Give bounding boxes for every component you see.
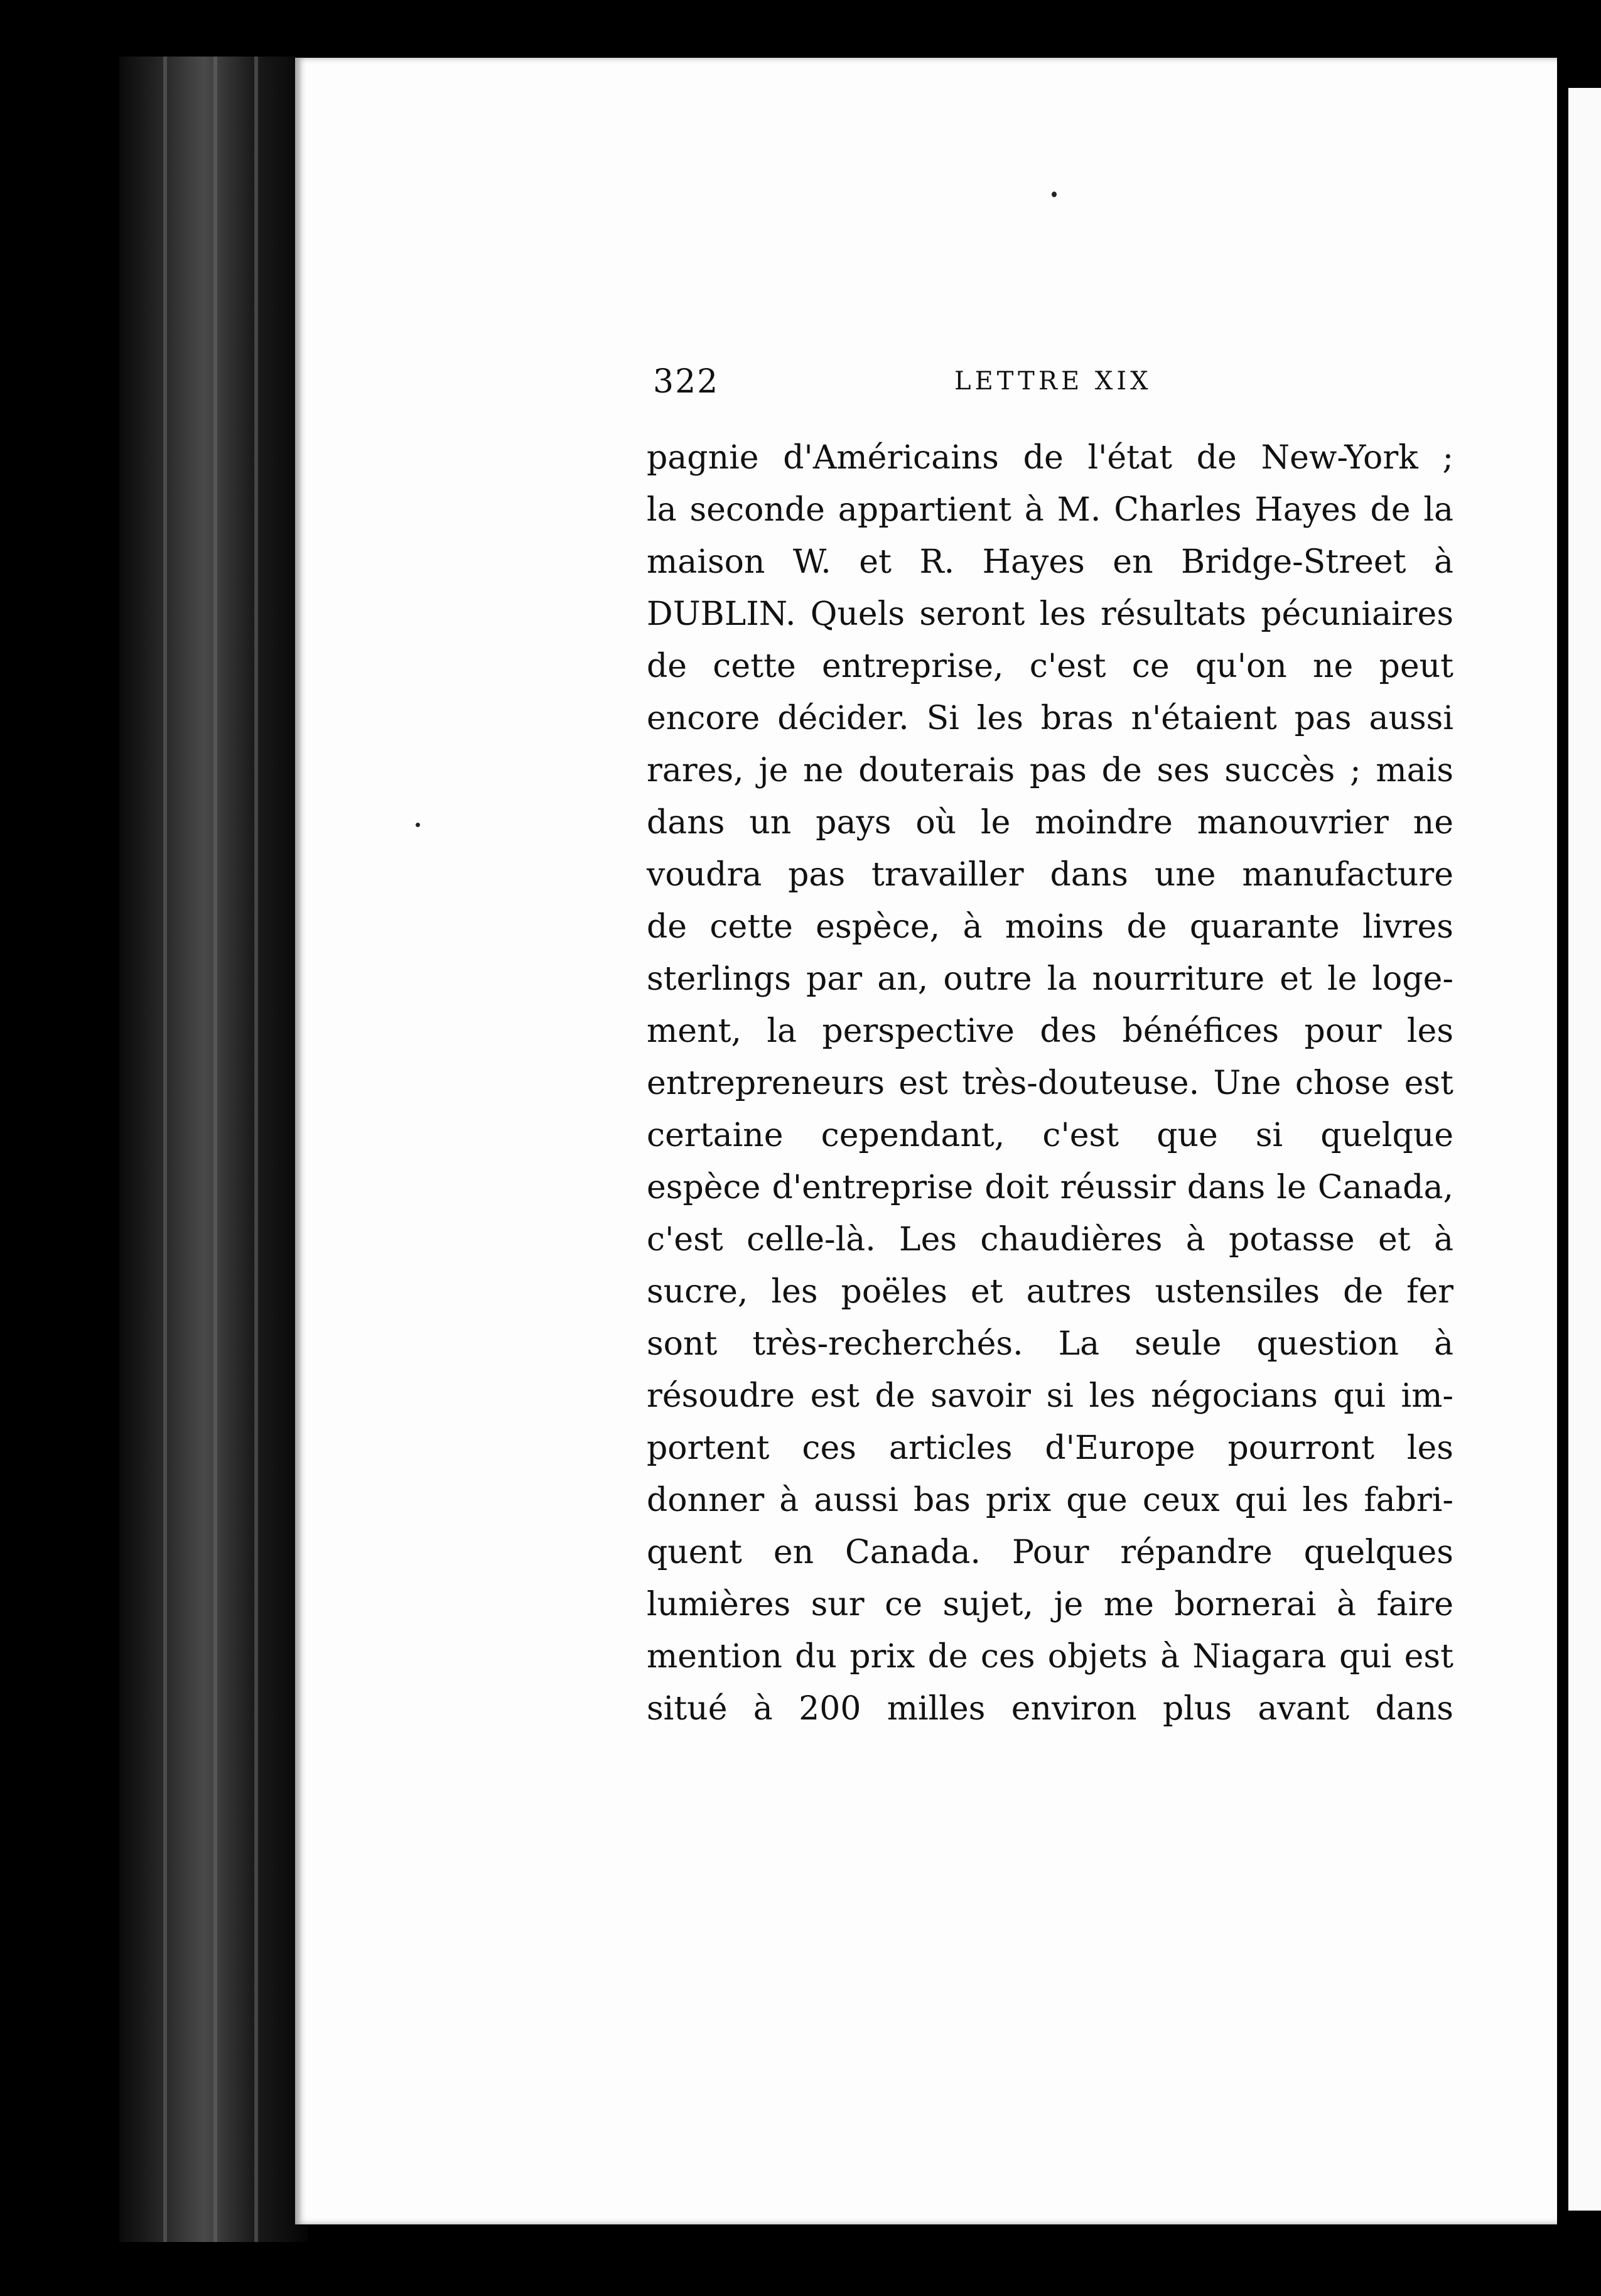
text-line: portent ces articles d'Europe pourront les: [647, 1429, 1453, 1467]
running-header: [653, 363, 1431, 413]
text-line: entrepreneurs est très-douteuse. Une chose est: [647, 1064, 1453, 1102]
text-line: maison W. et R. Hayes en Bridge-Street à: [647, 543, 1453, 581]
text-line: de cette espèce, à moins de quarante livres: [647, 908, 1453, 946]
text-line: certaine cependant, c'est que si quelque: [647, 1117, 1453, 1154]
ink-speck: [416, 823, 420, 827]
spine-stripe: [213, 57, 217, 2242]
spine-stripe: [163, 57, 167, 2242]
body-text: [647, 432, 1453, 1735]
text-line: voudra pas travailler dans une manufacture: [647, 856, 1453, 894]
text-line: de cette entreprise, c'est ce qu'on ne peut: [647, 647, 1453, 685]
text-line: espèce d'entreprise doit réussir dans le Canada,: [647, 1169, 1453, 1206]
text-line: encore décider. Si les bras n'étaient pas aussi: [647, 700, 1453, 737]
text-line: sterlings par an, outre la nourriture et le loge-: [647, 960, 1453, 998]
spine-stripe: [254, 57, 258, 2242]
text-line: ment, la perspective des bénéfices pour les: [647, 1012, 1453, 1050]
text-line: lumières sur ce sujet, je me bornerai à faire: [647, 1586, 1453, 1623]
text-line: situé à 200 milles environ plus avant dans: [647, 1690, 1453, 1728]
page-number: 322: [653, 363, 720, 401]
text-line: mention du prix de ces objets à Niagara qui est: [647, 1638, 1453, 1676]
running-head-title: LETTRE XIX: [954, 367, 1152, 396]
text-line: sont très-recherchés. La seule question à: [647, 1325, 1453, 1363]
text-line: dans un pays où le moindre manouvrier ne: [647, 804, 1453, 842]
text-line: DUBLIN. Quels seront les résultats pécuniaires: [647, 595, 1453, 633]
text-line: résoudre est de savoir si les négocians qui im-: [647, 1377, 1453, 1415]
book-spine: [119, 57, 308, 2242]
ink-speck: [1052, 192, 1057, 197]
text-line: c'est celle-là. Les chaudières à potasse et à: [647, 1221, 1453, 1259]
text-line: la seconde appartient à M. Charles Hayes de la: [647, 491, 1453, 529]
text-line: pagnie d'Américains de l'état de New-York ;: [647, 439, 1453, 477]
facing-page-edge: [1568, 88, 1601, 2211]
text-line: quent en Canada. Pour répandre quelques: [647, 1534, 1453, 1571]
text-line: donner à aussi bas prix que ceux qui les fabri-: [647, 1481, 1453, 1519]
text-line: sucre, les poëles et autres ustensiles de fer: [647, 1273, 1453, 1311]
text-line: rares, je ne douterais pas de ses succès ; mais: [647, 752, 1453, 789]
